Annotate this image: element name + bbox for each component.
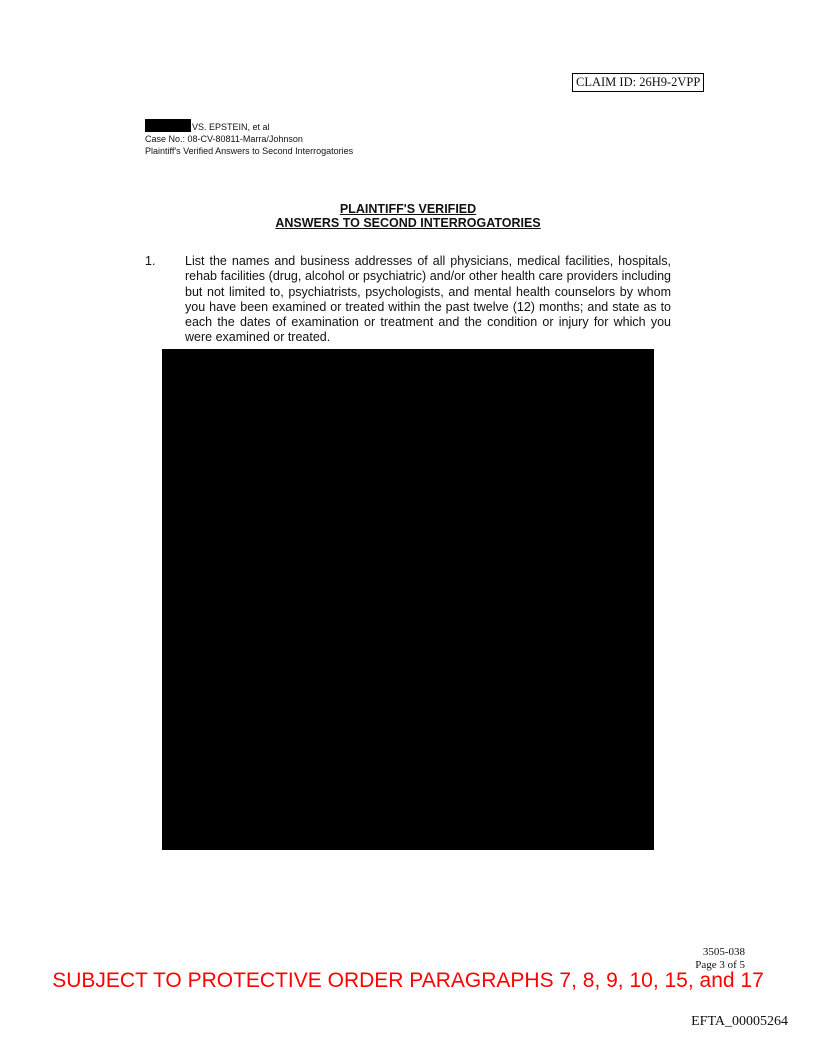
page-number: Page 3 of 5 [695,959,745,971]
document-number: 3505-038 [702,946,745,958]
protective-order-notice: SUBJECT TO PROTECTIVE ORDER PARAGRAPHS 7, 8, 9, 10, 15, and 17 [52,969,764,992]
caption-case-number: Case No.: 08-CV-80811-Marra/Johnson [145,134,303,144]
caption-parties-line [145,119,353,133]
document-title-line-1: PLAINTIFF'S VERIFIED [339,202,477,216]
bates-number: EFTA_00005264 [691,1014,788,1029]
caption-document-name: Plaintiff's Verified Answers to Second Interrogatories [145,146,354,156]
caption-parties: VS. EPSTEIN, et al [192,122,270,132]
interrogatory-text: List the names and business addresses of all physicians, medical facilities, hospitals, rehab facilities (drug, alcohol or psychiatric) and/or other health care providers including but not limited to, psychiatrists, psychologists, and mental health counselors by whom you have been examined or treated within the past twelve (12) months; and state as to each the dates of examination or treatment and the condition or injury for which you were examined or treated. [185,254,671,345]
case-caption [145,119,353,157]
redaction-block [162,349,654,850]
redacted-plaintiff-name [145,119,191,132]
interrogatory-number: 1. [145,254,156,268]
claim-id-box: CLAIM ID: 26H9-2VPP [572,73,704,92]
document-title-line-2: ANSWERS TO SECOND INTERROGATORIES [275,216,541,230]
